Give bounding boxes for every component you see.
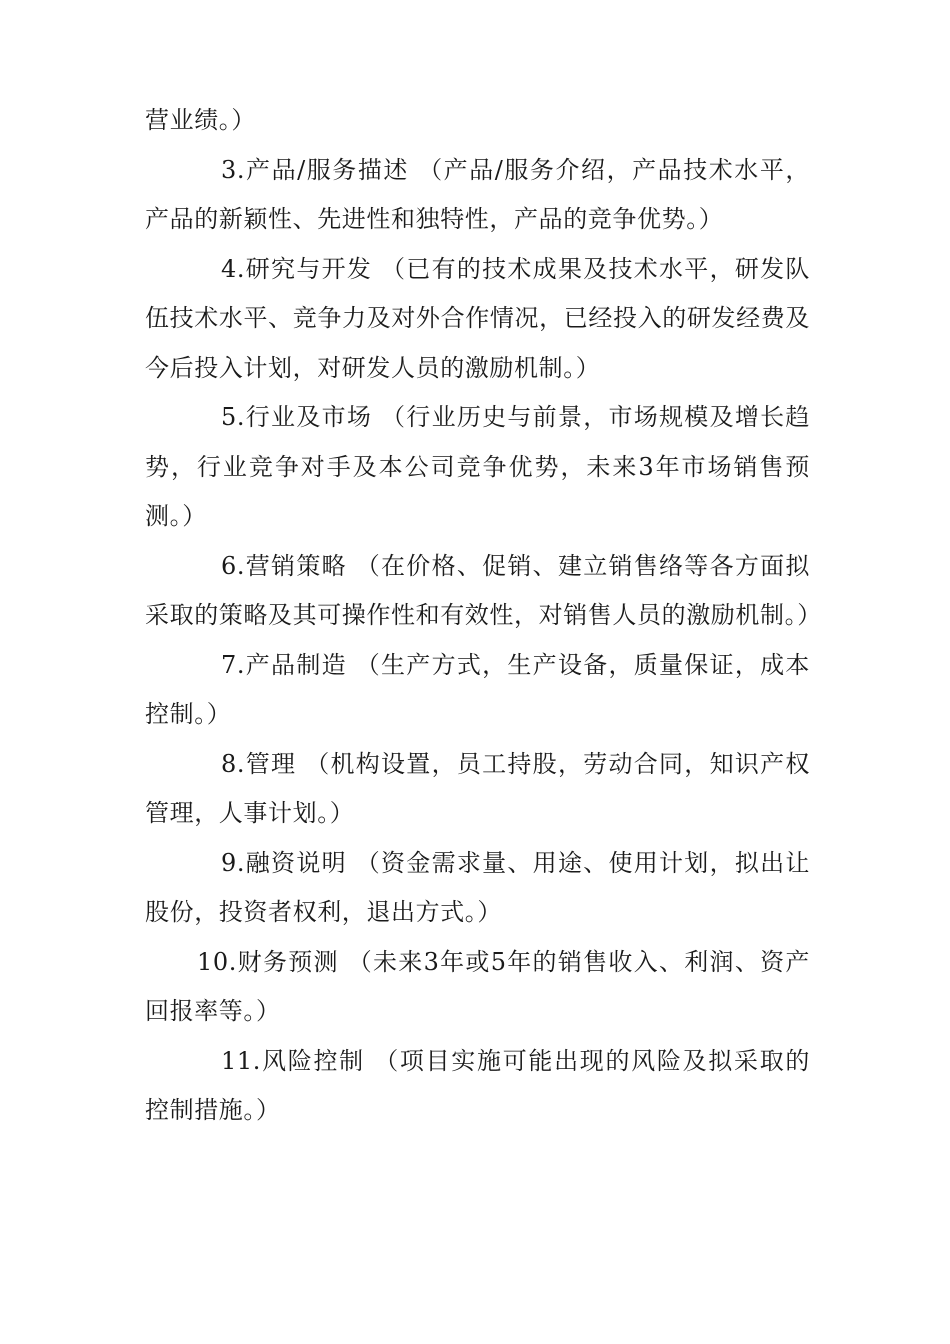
paragraph-marketing-strategy: 6.营销策略 （在价格、促销、建立销售络等各方面拟采取的策略及其可操作性和有效性，对销售人员的激励机制。） bbox=[145, 551, 822, 629]
paragraph-financing: 9.融资说明 （资金需求量、用途、使用计划，拟出让股份，投资者权利，退出方式。） bbox=[145, 848, 810, 926]
paragraph-financial-forecast: 10.财务预测 （未来3年或5年的销售收入、利润、资产回报率等。） bbox=[145, 947, 810, 1025]
paragraph-research-development: 4.研究与开发 （已有的技术成果及技术水平，研发队伍技术水平、竞争力及对外合作情况，已经投入的研发经费及今后投入计划，对研发人员的激励机制。） bbox=[145, 254, 810, 382]
paragraph-risk-control: 11.风险控制 （项目实施可能出现的风险及拟采取的控制措施。） bbox=[145, 1046, 810, 1124]
paragraph-industry-market: 5.行业及市场 （行业历史与前景，市场规模及增长趋势，行业竞争对手及本公司竞争优势，未来3年市场销售预测。） bbox=[145, 403, 810, 530]
paragraph-continuation: 营业绩。） bbox=[145, 106, 256, 134]
paragraph-product-manufacturing: 7.产品制造 （生产方式，生产设备，质量保证，成本控制。） bbox=[145, 650, 810, 728]
paragraph-product-service: 3.产品/服务描述 （产品/服务介绍，产品技术水平，产品的新颖性、先进性和独特性，产品的竞争优势。） bbox=[145, 155, 810, 233]
document-body bbox=[145, 96, 822, 1136]
paragraph-management: 8.管理 （机构设置，员工持股，劳动合同，知识产权管理，人事计划。） bbox=[145, 749, 810, 827]
